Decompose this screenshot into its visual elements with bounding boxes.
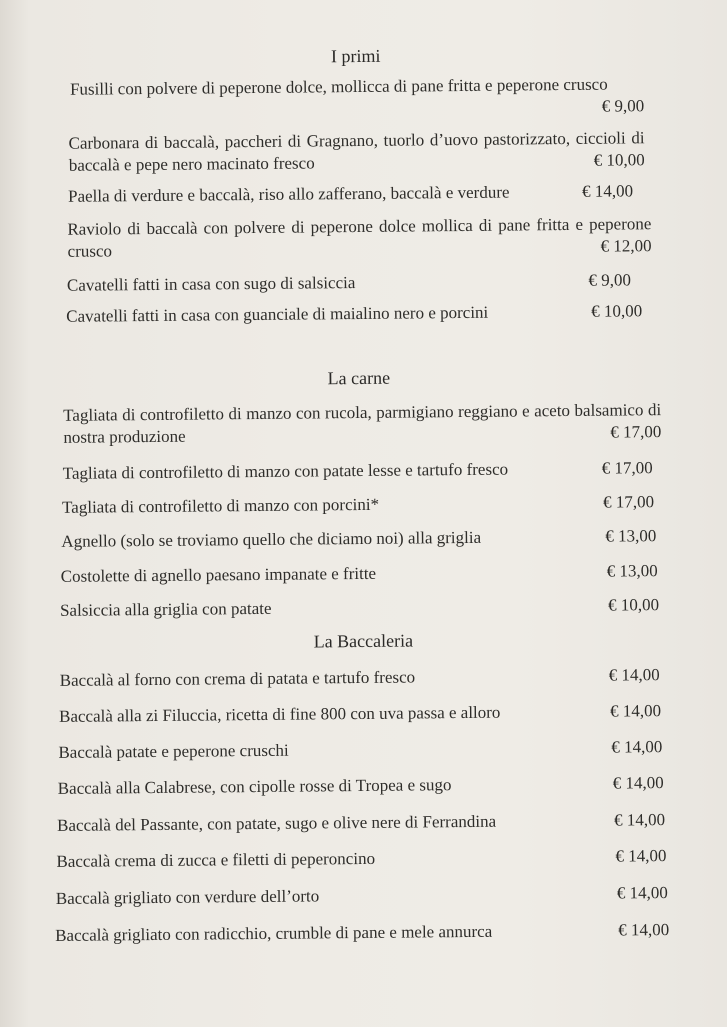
menu-item <box>61 560 658 588</box>
menu-item <box>67 213 651 263</box>
menu-item <box>56 882 668 910</box>
menu-item <box>59 700 661 728</box>
menu-item <box>63 399 661 449</box>
menu-item <box>63 457 653 485</box>
menu-item-price: € 9,00 <box>601 96 645 116</box>
menu-item <box>55 919 669 947</box>
menu-item <box>56 845 666 873</box>
menu-item-price: € 17,00 <box>601 458 653 478</box>
menu-item <box>58 736 662 764</box>
menu-item <box>67 269 631 296</box>
menu-item <box>61 525 656 553</box>
menu-item <box>68 180 633 207</box>
section-title-carne: La carne <box>327 367 391 389</box>
menu-item-name: Agnello (solo se troviamo quello che diciamo noi) alla griglia <box>61 527 482 551</box>
menu-item-price: € 13,00 <box>606 561 658 581</box>
menu-item-name: Baccalà del Passante, con patate, sugo e olive nere di Ferrandina <box>57 811 497 835</box>
menu-item-price: € 14,00 <box>608 665 660 685</box>
menu-item <box>60 664 660 692</box>
menu-item-price: € 9,00 <box>588 270 631 290</box>
menu-item-name: Baccalà crema di zucca e filetti di peperoncino <box>56 848 376 871</box>
menu-item-name: Cavatelli fatti in casa con sugo di salsiccia <box>66 273 356 295</box>
menu-item-name: Salsiccia alla griglia con patate <box>59 598 272 620</box>
menu-item-name: Baccalà grigliato con verdure dell’orto <box>55 886 320 908</box>
menu-item-price: € 14,00 <box>616 883 668 903</box>
menu-item-name: Baccalà alla Calabrese, con cipolle rosse di Tropea e sugo <box>57 775 452 798</box>
menu-item-price: € 14,00 <box>611 737 663 757</box>
menu-item <box>69 73 645 116</box>
menu-item-name: Carbonara di baccalà, paccheri di Gragnano, tuorlo d’uovo pastorizzato, ciccioli di baccalà e pepe nero macinato fresco <box>68 128 645 175</box>
menu-item-name: Baccalà al forno con crema di patata e tartufo fresco <box>59 667 416 690</box>
menu-item-name: Tagliata di controfiletto di manzo con rucola, parmigiano reggiano e aceto balsamico di nostra produzione <box>63 400 662 447</box>
menu-item-price: € 14,00 <box>581 181 634 201</box>
menu-item-price: € 17,00 <box>610 422 662 442</box>
menu-item-name: Baccalà grigliato con radicchio, crumble di pane e mele annurca <box>55 921 493 945</box>
menu-item <box>62 491 654 519</box>
menu-item-price: € 12,00 <box>600 236 652 256</box>
menu-item-name: Cavatelli fatti in casa con guanciale di maialino nero e porcini <box>66 302 489 326</box>
menu-item-price: € 14,00 <box>618 920 670 940</box>
menu-item <box>66 300 642 328</box>
menu-item-price: € 14,00 <box>612 773 664 793</box>
section-title-primi: I primi <box>330 45 381 67</box>
menu-item-name: Baccalà alla zi Filuccia, ricetta di fine 800 con uva passa e alloro <box>58 702 501 726</box>
menu-item-name: Tagliata di controfiletto di manzo con patate lesse e tartufo fresco <box>62 459 509 483</box>
menu-item-name: Raviolo di baccalà con polvere di peperone dolce mollica di pane fritta e peperone crusco <box>67 214 652 261</box>
menu-item-price: € 14,00 <box>613 810 666 830</box>
menu-item-price: € 17,00 <box>602 492 655 512</box>
menu-item <box>58 772 664 800</box>
menu-item-price: € 14,00 <box>609 701 662 721</box>
menu-item-price: € 10,00 <box>591 301 643 321</box>
menu-item-name: Fusilli con polvere di peperone dolce, mollicca di pane fritta e peperone crusco <box>69 74 608 99</box>
section-title-baccaleria: La Baccaleria <box>313 630 414 652</box>
menu-item-price: € 10,00 <box>593 150 645 170</box>
menu-item <box>57 809 665 837</box>
menu-item-price: € 14,00 <box>615 846 667 866</box>
menu-item-name: Tagliata di controfiletto di manzo con porcini* <box>61 494 380 517</box>
menu-item <box>68 127 644 177</box>
menu-item-name: Paella di verdure e baccalà, riso allo zafferano, baccalà e verdure <box>67 182 510 206</box>
menu-item-price: € 13,00 <box>605 526 657 546</box>
menu-item-name: Costolette di agnello paesano impanate e fritte <box>60 563 377 586</box>
menu-item-name: Baccalà patate e peperone cruschi <box>58 740 289 762</box>
menu-item <box>60 594 659 622</box>
menu-item-price: € 10,00 <box>607 595 660 615</box>
